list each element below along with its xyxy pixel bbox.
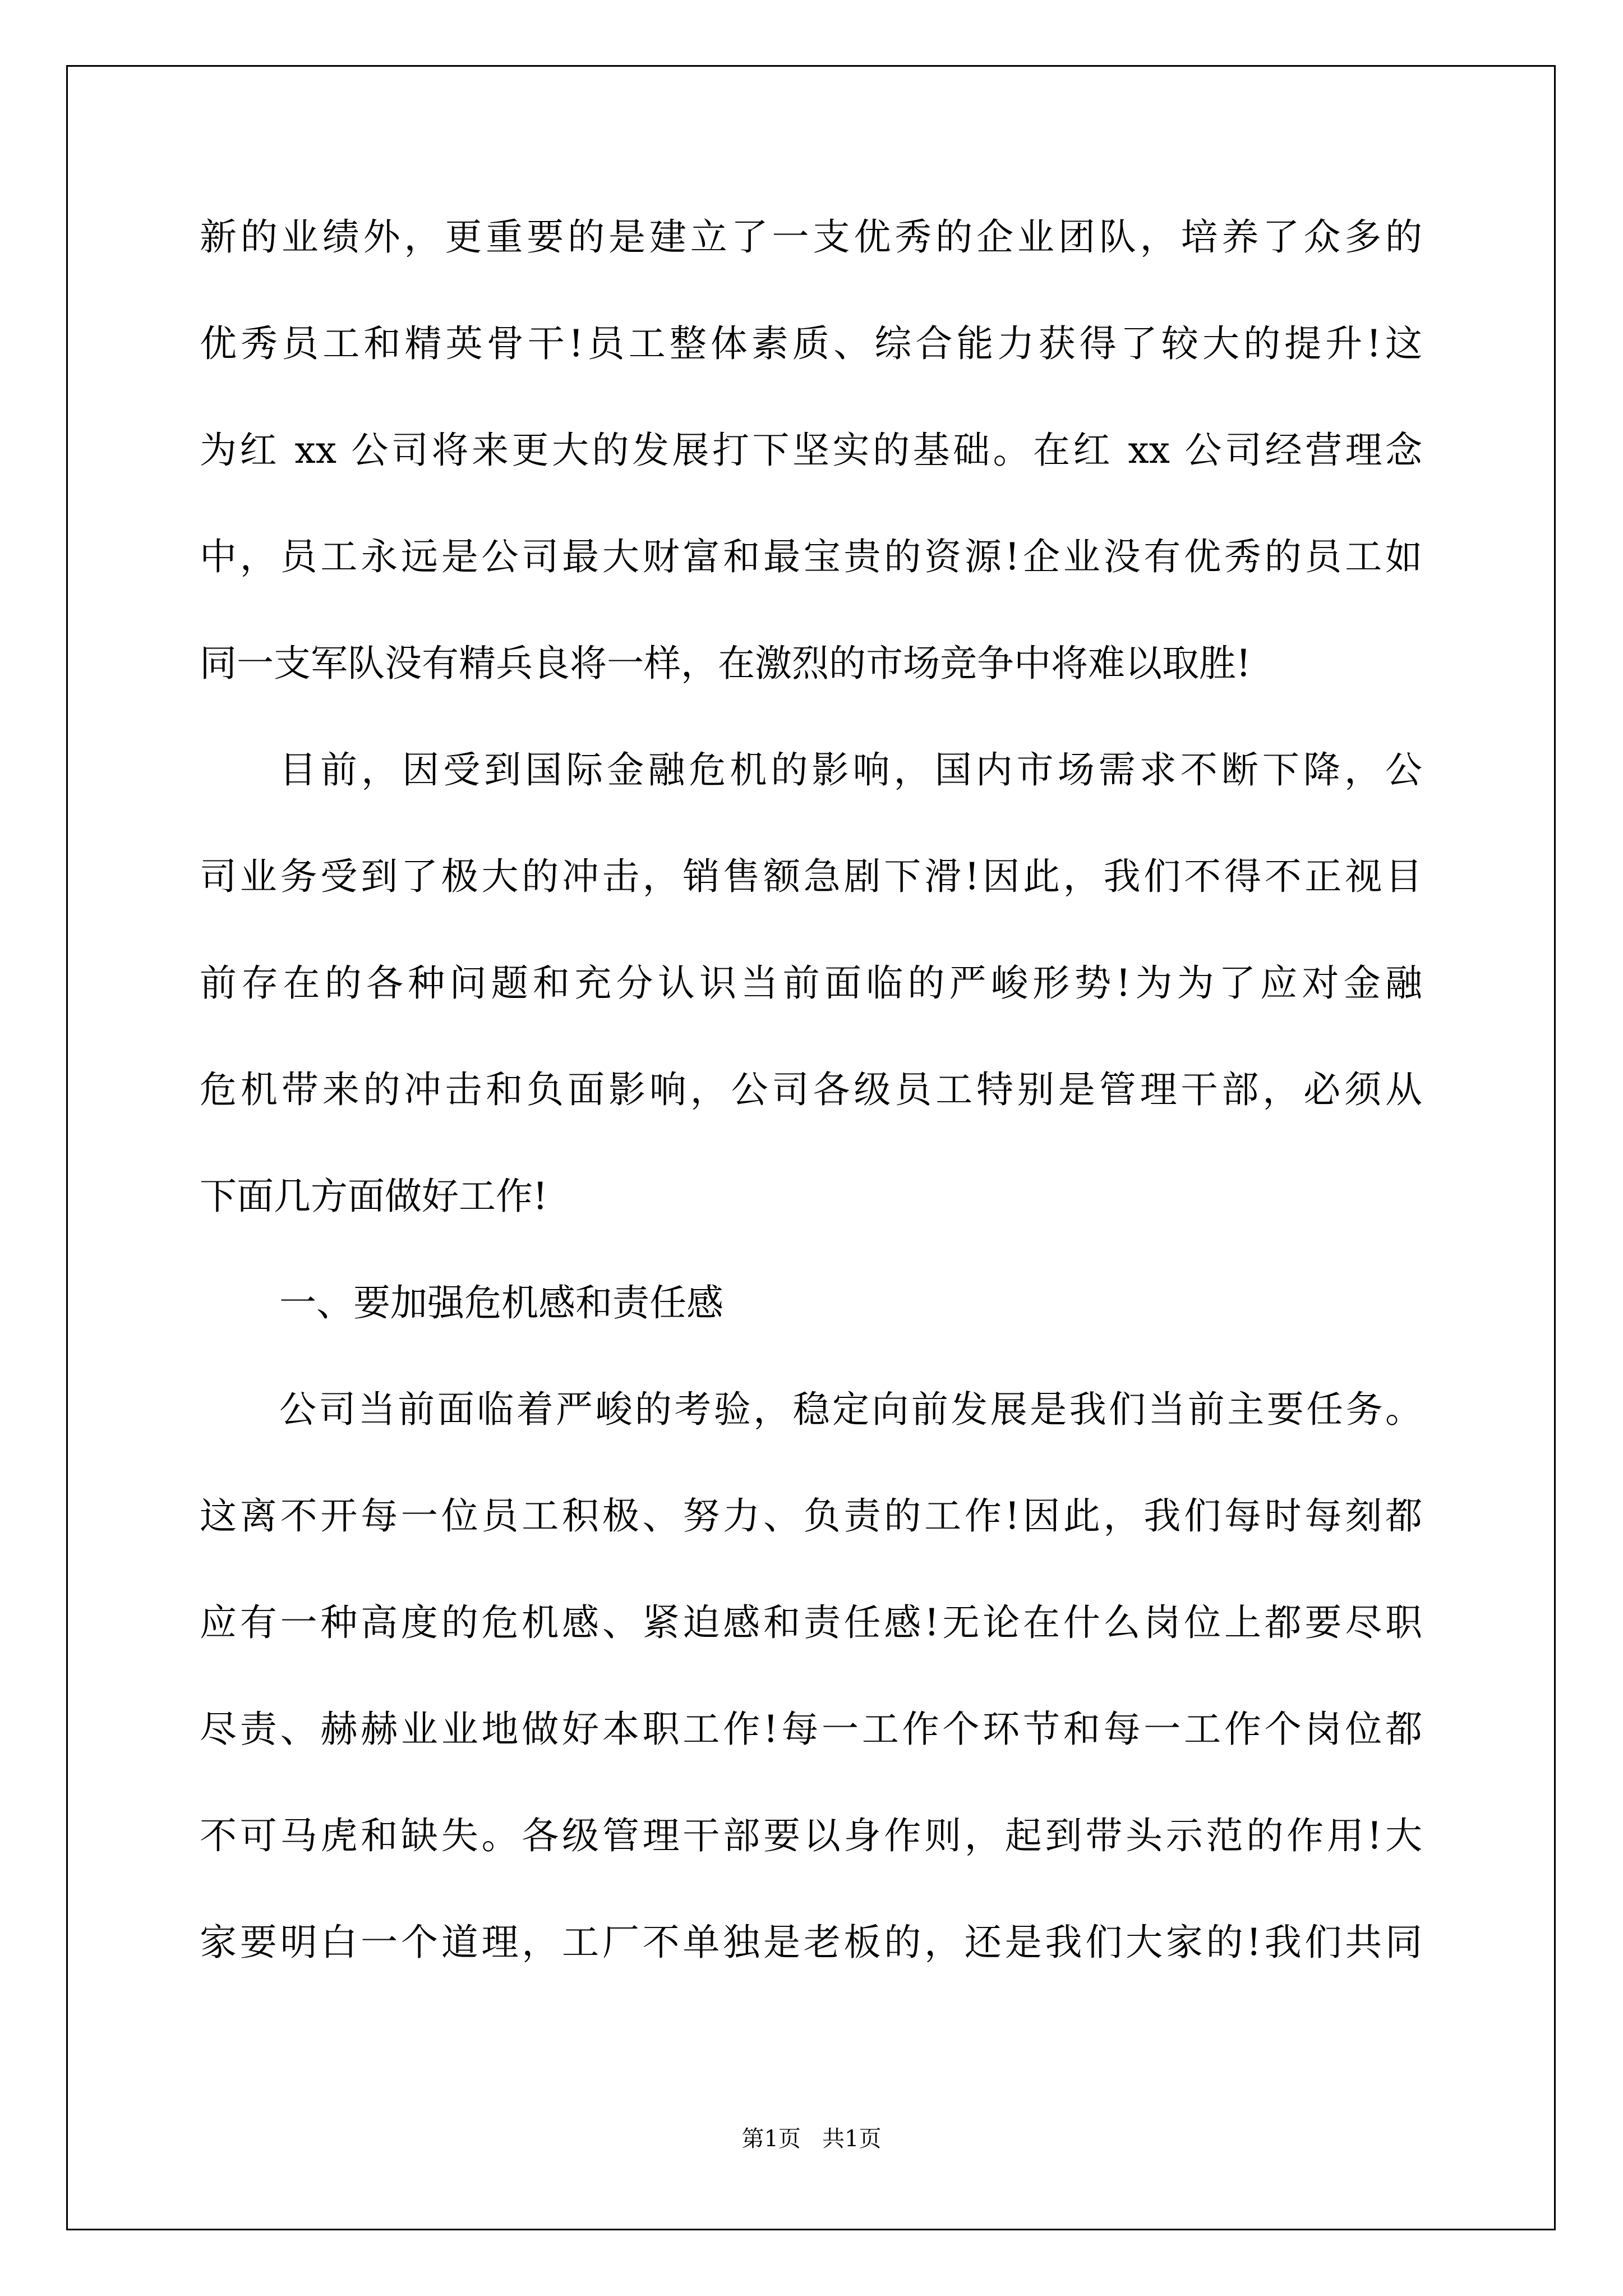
text-line: 不可马虎和缺失。各级管理干部要以身作则，起到带头示范的作用!大 xyxy=(200,1814,1422,1857)
section-heading: 一、要加强危机感和责任感 xyxy=(279,1281,723,1324)
text-line: 目前，因受到国际金融危机的影响，国内市场需求不断下降，公 xyxy=(279,748,1422,792)
text-line: 为红 xx 公司将来更大的发展打下坚实的基础。在红 xx 公司经营理念 xyxy=(200,429,1422,472)
text-line: 中，员工永远是公司最大财富和最宝贵的资源!企业没有优秀的员工如 xyxy=(200,535,1422,578)
text-line: 这离不开每一位员工积极、努力、负责的工作!因此，我们每时每刻都 xyxy=(200,1494,1422,1538)
page-footer: 第1页 共1页 xyxy=(741,2126,882,2152)
text-line: 家要明白一个道理，工厂不单独是老板的，还是我们大家的!我们共同 xyxy=(200,1921,1422,1964)
text-line: 应有一种高度的危机感、紧迫感和责任感!无论在什么岗位上都要尽职 xyxy=(200,1601,1422,1644)
text-line: 同一支军队没有精兵良将一样，在激烈的市场竞争中将难以取胜! xyxy=(200,642,1251,685)
text-line: 公司当前面临着严峻的考验，稳定向前发展是我们当前主要任务。 xyxy=(279,1388,1422,1431)
text-line: 新的业绩外，更重要的是建立了一支优秀的企业团队，培养了众多的 xyxy=(200,215,1422,259)
text-line: 危机带来的冲击和负面影响，公司各级员工特别是管理干部，必须从 xyxy=(200,1068,1422,1111)
text-line: 优秀员工和精英骨干!员工整体素质、综合能力获得了较大的提升!这 xyxy=(200,322,1422,365)
text-line: 尽责、赫赫业业地做好本职工作!每一工作个环节和每一工作个岗位都 xyxy=(200,1708,1422,1751)
document-body xyxy=(200,210,1422,2022)
text-line: 下面几方面做好工作! xyxy=(200,1175,548,1218)
text-line: 前存在的各种问题和充分认识当前面临的严峻形势!为为了应对金融 xyxy=(200,961,1422,1005)
text-line: 司业务受到了极大的冲击，销售额急剧下滑!因此，我们不得不正视目 xyxy=(200,855,1422,898)
